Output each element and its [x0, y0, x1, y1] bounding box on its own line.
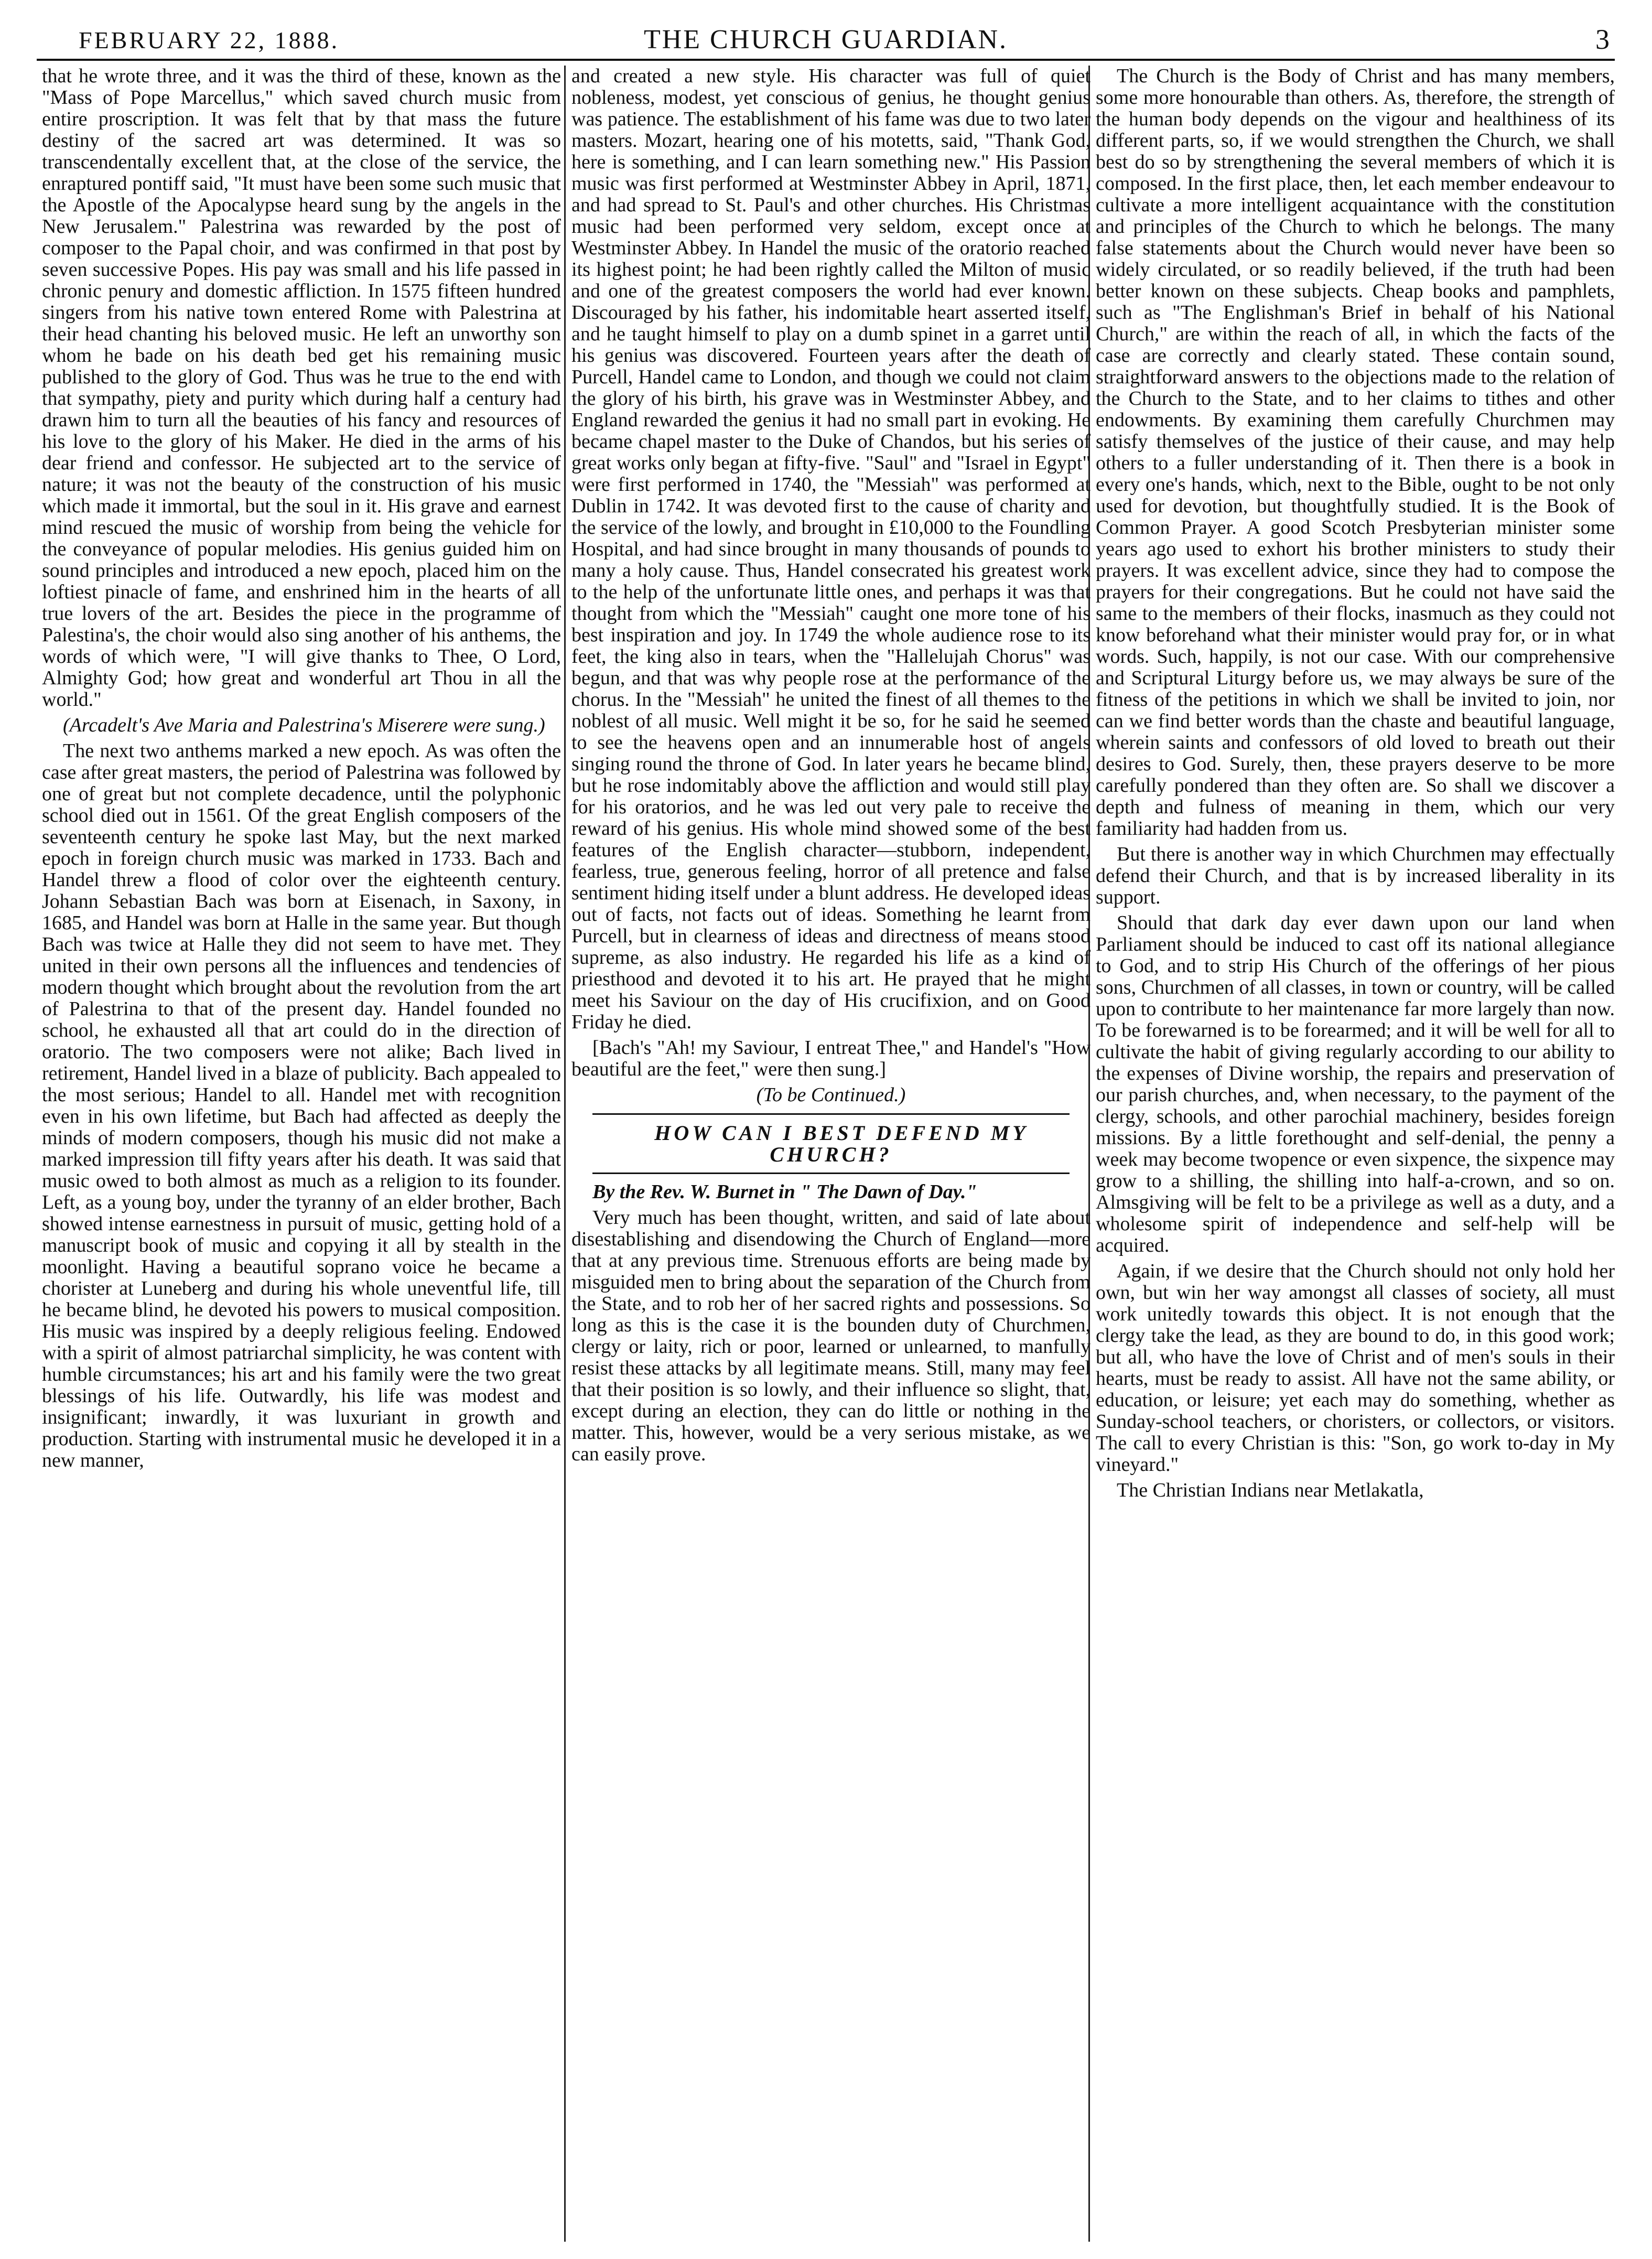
newspaper-title: THE CHURCH GUARDIAN. [643, 25, 1008, 55]
paragraph: The next two anthems marked a new epoch. As was often the case after great masters, the period of Palestrina was followed by one of great but not complete decadence, until the polyphonic school died out in 1561. Of the great English composers of the seventeenth century he spoke last May, but the next marked epoch in foreign church music was marked in 1733. Bach and Handel threw a flood of color over the eighteenth century. Johann Sebastian Bach was born at Eisenach, in Saxony, in 1685, and Handel was born at Halle in the same year. But though Bach was twice at Halle they did not seem to have met. They united in their own persons all the influences and tendencies of modern thought which brought about the revolution from the art of Palestrina to that of the present day. Handel founded no school, he exhausted all that art could do in the direction of oratorio. The two composers were not alike; Bach lived in retirement, Handel lived in a blaze of publicity. Bach appealed to the most serious; Handel to all. Handel met with recognition even in his own lifetime, but Bach had affected as deeply the minds of modern composers, though his music did not make a marked impression till fifty years after his death. It was said that music owed to both almost as much as a religion to its founder. Left, as a young boy, under the tyranny of an elder brother, Bach showed intense earnestness in pursuit of music, getting hold of a manuscript book of music and copying it all by stealth in the moonlight. Having a beautiful soprano voice he became a chorister at Luneberg and during his whole uneventful life, till he became blind, he devoted his powers to musical composition. His music was inspired by a deeply religious feeling. Endowed with a spirit of almost patriarchal simplicity, he was content with humble circumstances; his art and his family were the two great blessings of his life. Outwardly, his life was modest and insignificant; inwardly, it was luxuriant in growth and production. Starting with instrumental music he developed it in a new manner, [42, 740, 561, 1471]
page-number: 3 [1595, 24, 1610, 55]
section-rule [592, 1172, 1070, 1174]
paragraph: Should that dark day ever dawn upon our land when Parliament should be induced to cast off its national allegiance to God, and to strip His Church of the offerings of her pious sons, Churchmen of all classes, in town or country, will be called upon to contribute to her maintenance far more largely than now. To be forewarned is to be forearmed; and it will be well for all to cultivate the habit of giving regularly according to our ability to the expenses of Divine worship, the repairs and preservation of our parish churches, and, when necessary, to the payment of the clergy, schools, and other parochial machinery, besides foreign missions. By a little forethought and self-denial, the penny a week may become twopence or even sixpence, the sixpence may grow to a shilling, the shilling into half-a-crown, and so on. Almsgiving will be felt to be a privilege as well as a duty, and a wholesome spirit of independence and self-help will be acquired. [1096, 912, 1615, 1256]
paragraph: and created a new style. His character was full of quiet nobleness, modest, yet conscious of genius, he thought genius was patience. The establishment of his fame was due to two later masters. Mozart, hearing one of his motetts, said, "Thank God, here is something, and I can learn something new." His Passion music was first performed at Westminster Abbey in April, 1871, and had spread to St. Paul's and other churches. His Christmas music had been performed very seldom, except once at Westminster Abbey. In Handel the music of the oratorio reached its highest point; he had been rightly called the Milton of music and one of the greatest composers the world had ever known. Discouraged by his father, his indomitable heart asserted itself, and he taught himself to play on a dumb spinet in a garret until his genius was discovered. Fourteen years after the death of Purcell, Handel came to London, and though we could not claim the glory of his birth, his grave was in Westminster Abbey, and England rewarded the genius it had no small part in evoking. He became chapel master to the Duke of Chandos, but his series of great works only began at fifty-five. "Saul" and "Israel in Egypt" were first performed in 1740, the "Messiah" was performed at Dublin in 1742. It was devoted first to the cause of charity and the service of the lowly, and brought in £10,000 to the Foundling Hospital, and had since brought in many thousands of pounds to many a holy cause. Thus, Handel consecrated his greatest work to the help of the unfortunate little ones, and perhaps it was that thought from which the "Messiah" caught one more tone of his best inspiration and joy. In 1749 the whole audience rose to its feet, the king also in tears, when the "Hallelujah Chorus" was begun, and that was why people rose at the performance of the chorus. In the "Messiah" he united the finest of all themes to the noblest of all music. Well might it be so, for he said he seemed to see the heavens open and an innumerable host of angels singing round the throne of God. In later years he became blind, but he rose indomitably above the affliction and would still play for his oratorios, and he was led out very pale to receive the reward of his genius. His whole mind showed some of the best features of the English character—stubborn, independent, fearless, true, generous feeling, horror of all pretence and false sentiment hiding itself under a blunt address. He developed ideas out of facts, not facts out of ideas. Something he learnt from Purcell, but in clearness of ideas and directness of means stood supreme, as also industry. He regarded his life as a kind of priesthood and devoted it to his art. He prayed that he might meet his Saviour on the day of His crucifixion, and on Good Friday he died. [571, 66, 1090, 1033]
paragraph: Very much has been thought, written, and said of late about disestablishing and disendowing the Church of England—more that at any previous time. Strenuous efforts are being made by misguided men to bring about the separation of the Church from the State, and to rob her of her sacred rights and possessions. So long as this is the case it is the bounden duty of Churchmen, clergy or laity, rich or poor, learned or unlearned, to manfully resist these attacks by all legitimate means. Still, many may feel that their position is so lowly, and their influence so slight, that, except during an election, they can do little or nothing in the matter. This, however, would be a very serious mistake, as we can easily prove. [571, 1207, 1090, 1465]
to-be-continued: (To be Continued.) [756, 1084, 906, 1106]
paragraph: (Arcadelt's Ave Maria and Palestrina's Miserere were sung.) [63, 714, 545, 736]
paragraph: Again, if we desire that the Church should not only hold her own, but win her way amongst all classes of society, all must work unitedly towards this object. It is not enough that the clergy take the lead, as they are bound to do, in this good work; but all, who have the love of Christ and of men's souls in their hearts, must be ready to assist. All have not the same ability, or education, or leisure; yet each may do something, whether as Sunday-school teachers, or choristers, or collectors, or visitors. The call to every Christian is this: "Son, go work to-day in My vineyard." [1096, 1260, 1615, 1476]
paragraph: The Christian Indians near Metlakatla, [1117, 1479, 1424, 1501]
column-divider [564, 66, 566, 2242]
column-1 [42, 66, 561, 2242]
byline: By the Rev. W. Burnet in " The Dawn of Day." [592, 1181, 977, 1203]
paragraph: [Bach's "Ah! my Saviour, I entreat Thee," and Handel's "How beautiful are the feet," were then sung.] [571, 1037, 1090, 1080]
page-header [37, 21, 1615, 58]
section-title: HOW CAN I BEST DEFEND MY CHURCH? [654, 1121, 1029, 1166]
section-rule [592, 1113, 1070, 1115]
paragraph: that he wrote three, and it was the third of these, known as the "Mass of Pope Marcellus," which saved church music from entire proscription. It was felt that by that mass the future destiny of the sacred art was determined. It was so transcendentally excellent that, at the close of the service, the enraptured pontiff said, "It must have been some such music that the Apostle of the Apocalypse heard sung by the angels in the New Jerusalem." Palestrina was rewarded by the post of composer to the Papal choir, and was confirmed in that post by seven successive Popes. His pay was small and his life passed in chronic penury and domestic affliction. In 1575 fifteen hundred singers from his native town entered Rome with Palestrina at their head chanting his beloved music. He left an unworthy son whom he bade on his death bed get his remaining music published to the glory of God. Thus was he true to the end with that sympathy, piety and purity which during half a century had drawn him to turn all the beauties of his fancy and resources of his love to the glory of his Maker. He died in the arms of his dear friend and confessor. He subjected art to the service of nature; it was not the beauty of the construction of his music which made it immortal, but the soul in it. His grave and earnest mind rescued the music of worship from being the vehicle for the conveyance of popular melodies. His genius guided him on sound principles and introduced a new epoch, placed him on the loftiest pinacle of fame, and enshrined him in the hearts of all true lovers of the art. Besides the piece in the programme of Palestina's, the choir would also sing another of his anthems, the words of which were, "I will give thanks to Thee, O Lord, Almighty God; how great and wonderful art Thou in all the world." [42, 66, 561, 711]
paragraph: But there is another way in which Churchmen may effectually defend their Church, and that is by increased liberality in its support. [1096, 843, 1615, 908]
header-rule [37, 59, 1615, 61]
column-2 [571, 66, 1090, 2242]
issue-date: FEBRUARY 22, 1888. [79, 27, 340, 53]
column-3 [1096, 66, 1615, 2242]
paragraph: The Church is the Body of Christ and has many members, some more honourable than others. As, therefore, the strength of the human body depends on the vigour and healthiness of its different parts, so, if we would strengthen the Church, we shall best do so by strengthening the several members of which it is composed. In the first place, then, let each member endeavour to cultivate a more intelligent acquaintance with the constitution and principles of the Church to which he belongs. The many false statements about the Church would never have been so widely circulated, or so readily believed, if the truth had been better known on these subjects. Cheap books and pamphlets, such as "The Englishman's Brief in behalf of his National Church," are within the reach of all, in which the facts of the case are correctly and clearly stated. These contain sound, straightforward answers to the objections made to the relation of the Church to the State, and to her claims to tithes and other endowments. By examining them carefully Churchmen may satisfy themselves of the justice of their cause, and may help others to a fuller understanding of it. Then there is a book in every one's hands, which, next to the Bible, ought to be not only used for devotion, but thoughtfully studied. It is the Book of Common Prayer. A good Scotch Presbyterian minister some years ago used to exhort his brother ministers to study their prayers. It was excellent advice, since they had to compose the prayers for their congregations. But he could not have said the same to the members of their flocks, inasmuch as they could not know beforehand what their minister would pray for, or in what words. Such, happily, is not our case. With our comprehensive and Scriptural Liturgy before us, we may always be sure of the fitness of the petitions in which we shall be invited to join, nor can we find better words than the chaste and beautiful language, wherein saints and confessors of old loved to breath out their desires to God. Surely, then, these prayers deserve to be more carefully pondered than they often are. So shall we discover a depth and fulness of meaning in them, which our very familiarity had hadden from us. [1096, 66, 1615, 840]
